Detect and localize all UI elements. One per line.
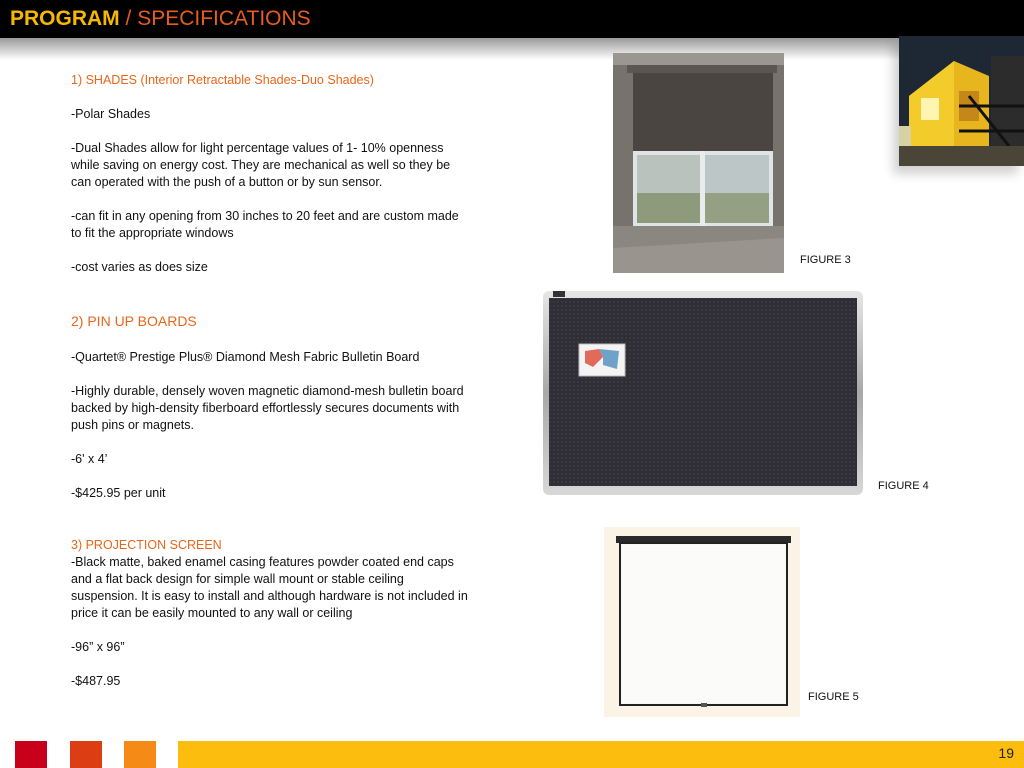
shades-line: -can fit in any opening from 30 inches to 20 feet and are custom made to fit the appropriate windows [71,209,459,240]
boards-line: -Quartet® Prestige Plus® Diamond Mesh Fabric Bulletin Board [71,350,420,364]
title-specifications: SPECIFICATIONS [137,7,311,30]
footer-square-orange [124,741,156,768]
page-number: 19 [998,745,1014,761]
footer-square-red [15,741,47,768]
screen-line: -96” x 96” [71,640,125,654]
screen-section [71,537,471,690]
building-photo [899,36,1024,166]
page-title [10,6,311,32]
footer-square-redorange [70,741,102,768]
boards-line: -Highly durable, densely woven magnetic diamond-mesh bulletin board backed by high-density fiberboard effortlessly secures documents with push pins or magnets. [71,384,464,432]
shades-heading: 1) SHADES (Interior Retractable Shades-Duo Shades) [71,73,374,87]
screen-line: -Black matte, baked enamel casing features powder coated end caps and a flat back design for simple wall mount or stable ceiling suspension. It is easy to install and although hardware is not included in price it can be easily mounted to any wall or ceiling [71,555,468,620]
footer-bar [178,741,1024,768]
screen-line: -$487.95 [71,674,121,688]
boards-heading: 2) PIN UP BOARDS [71,313,197,329]
boards-section [71,312,471,502]
figure-3-caption: FIGURE 3 [800,254,851,266]
boards-line: -6' x 4’ [71,452,108,466]
bulletin-board-photo [541,289,865,497]
shades-section [71,72,471,276]
projection-screen-photo [604,527,800,717]
figure-5-caption: FIGURE 5 [808,691,859,703]
boards-line: -$425.95 per unit [71,486,166,500]
figure-4-caption: FIGURE 4 [878,480,929,492]
shade-photo [613,53,784,273]
header-bar [0,0,1024,38]
title-separator: / [125,7,132,30]
title-program: PROGRAM [10,7,120,30]
header-shadow [0,38,1024,60]
shades-line: -Dual Shades allow for light percentage values of 1- 10% openness while saving on energy cost. They are mechanical as well so they be can operated with the push of a button or by sun sensor. [71,141,451,189]
shades-line: -Polar Shades [71,107,151,121]
shades-line: -cost varies as does size [71,260,208,274]
screen-heading: 3) PROJECTION SCREEN [71,538,222,552]
